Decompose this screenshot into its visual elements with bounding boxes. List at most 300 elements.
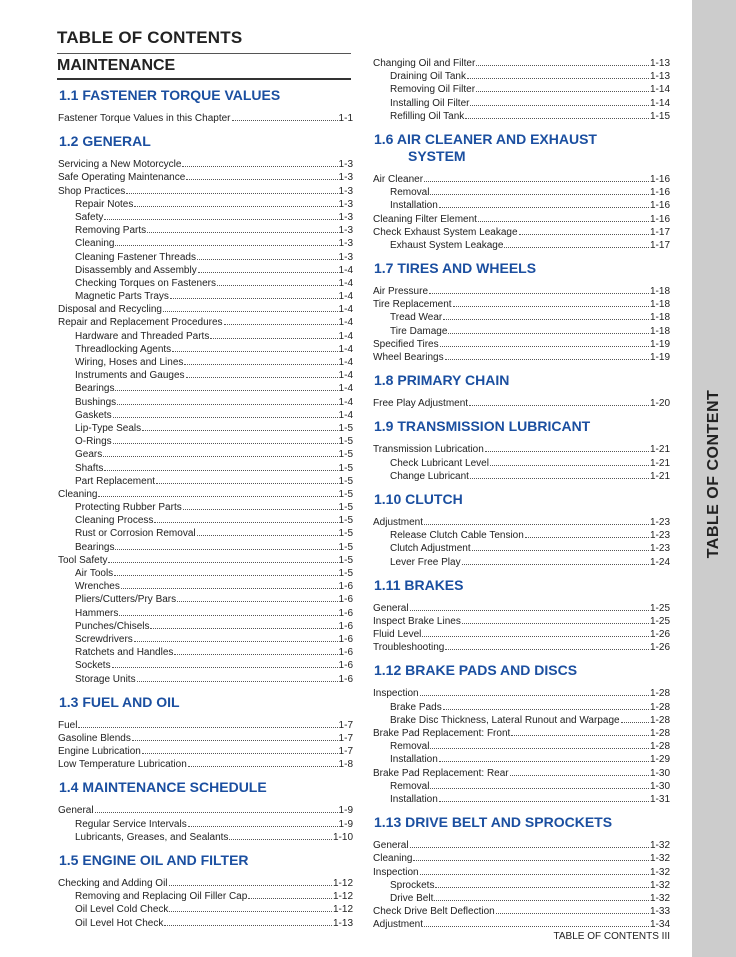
- dot-leader: [95, 804, 338, 813]
- toc-entry-cleaning[interactable]: [373, 852, 670, 865]
- toc-entry-title: Shafts: [75, 462, 104, 474]
- toc-entry-page: 1-16: [649, 200, 670, 212]
- toc-entry-page: 1-26: [649, 629, 670, 641]
- toc-entry-page: 1-28: [649, 701, 670, 713]
- section-heading-text: 1.13 DRIVE BELT AND SPROCKETS: [374, 814, 613, 831]
- toc-entry-page: 1-6: [338, 673, 353, 685]
- toc-entry-title: Gears: [75, 449, 103, 461]
- toc-entry-title: Cleaning Process: [75, 515, 154, 527]
- toc-entry-free-play-adjustment[interactable]: [373, 397, 670, 410]
- toc-entry-page: 1-3: [338, 172, 353, 184]
- toc-entry-page: 1-7: [338, 746, 353, 758]
- toc-entry-title: Disassembly and Assembly: [75, 264, 197, 276]
- toc-entry-page: 1-5: [338, 528, 353, 540]
- toc-entry-adjustment[interactable]: [373, 516, 670, 529]
- toc-entry-specified-tires[interactable]: [373, 338, 670, 351]
- toc-entry-troubleshooting[interactable]: [373, 641, 670, 654]
- toc-entry-page: 1-10: [332, 831, 353, 843]
- dot-leader: [476, 57, 649, 66]
- toc-entry-title: Safe Operating Maintenance: [58, 172, 186, 184]
- dot-leader: [104, 211, 337, 220]
- toc-entry-exhaust-system-leakage[interactable]: [373, 239, 670, 252]
- toc-entry-page: 1-4: [338, 409, 353, 421]
- toc-entry-lever-free-play[interactable]: [373, 556, 670, 569]
- toc-entry-page: 1-28: [649, 714, 670, 726]
- toc-entry-title: General: [58, 805, 94, 817]
- toc-entry-inspection[interactable]: [373, 866, 670, 879]
- toc-entry-title: Pliers/Cutters/Pry Bars: [75, 594, 177, 606]
- toc-entry-page: 1-4: [338, 277, 353, 289]
- toc-entry-disposal-and-recycling[interactable]: [58, 303, 353, 316]
- dot-leader: [472, 542, 649, 551]
- toc-entry-title: Ratchets and Handles: [75, 647, 174, 659]
- toc-entry-wiring-hoses-and-lines[interactable]: [58, 356, 353, 369]
- toc-entry-transmission-lubrication[interactable]: [373, 443, 670, 456]
- toc-entry-title: Wheel Bearings: [373, 352, 444, 363]
- section-heading-text: SYSTEM: [408, 147, 466, 164]
- toc-entry-title: Cleaning: [75, 238, 115, 250]
- toc-entry-title: Bearings: [75, 383, 115, 395]
- toc-entry-page: 1-4: [338, 330, 353, 342]
- dot-leader: [115, 541, 337, 550]
- toc-entry-title: Check Lubricant Level: [390, 457, 489, 469]
- toc-entry-brake-pads[interactable]: [373, 701, 670, 714]
- toc-entry-page: 1-13: [332, 917, 353, 929]
- toc-entry-rust-or-corrosion-removal[interactable]: [58, 527, 353, 540]
- dot-leader: [430, 740, 649, 749]
- toc-entry-title: Checking and Adding Oil: [58, 878, 168, 889]
- dot-leader: [476, 83, 649, 92]
- toc-entry-page: 1-17: [649, 226, 670, 238]
- dot-leader: [424, 173, 649, 182]
- section-heading[interactable]: [59, 133, 353, 150]
- toc-entry-title: Drive Belt: [390, 892, 434, 904]
- section-heading-text: 1.1 FASTENER TORQUE VALUES: [59, 87, 281, 103]
- toc-entry-air-tools[interactable]: [58, 567, 353, 580]
- toc-entry-title: Troubleshooting: [373, 642, 445, 654]
- toc-entry-tool-safety[interactable]: [58, 554, 353, 567]
- toc-entry-title: Rust or Corrosion Removal: [75, 528, 196, 540]
- dot-leader: [188, 758, 338, 767]
- dot-leader: [478, 213, 649, 222]
- dot-leader: [78, 719, 337, 728]
- toc-entry-title: Fuel: [58, 719, 78, 731]
- toc-entry-cleaning-filter-element[interactable]: [373, 213, 670, 226]
- section-heading[interactable]: [374, 491, 670, 508]
- toc-entry-ratchets-and-handles[interactable]: [58, 646, 353, 659]
- toc-entry-general[interactable]: [373, 839, 670, 852]
- toc-entry-safety[interactable]: [58, 211, 353, 224]
- dot-leader: [170, 290, 338, 299]
- toc-entry-regular-service-intervals[interactable]: [58, 818, 353, 831]
- dot-leader: [186, 171, 337, 180]
- toc-entry-title: Shop Practices: [58, 185, 126, 197]
- toc-entry-page: 1-19: [649, 352, 670, 363]
- toc-entry-magnetic-parts-trays[interactable]: [58, 290, 353, 303]
- dot-leader: [448, 325, 649, 334]
- section-heading[interactable]: [59, 694, 353, 711]
- dot-leader: [217, 277, 338, 286]
- section-heading-text: 1.12 BRAKE PADS AND DISCS: [374, 662, 578, 679]
- toc-entry-title: Oil Level Cold Check: [75, 904, 169, 916]
- toc-entry-bushings[interactable]: [58, 396, 353, 409]
- dot-leader: [465, 110, 649, 119]
- dot-leader: [115, 237, 337, 246]
- dot-leader: [511, 727, 649, 736]
- toc-entry-page: 1-28: [649, 741, 670, 753]
- toc-entry-lip-type-seals[interactable]: [58, 422, 353, 435]
- toc-entry-adjustment[interactable]: [373, 918, 670, 931]
- toc-entry-gasoline-blends[interactable]: [58, 732, 353, 745]
- toc-entry-page: 1-3: [338, 159, 353, 171]
- dot-leader: [172, 343, 337, 352]
- toc-entry-title: Free Play Adjustment: [373, 398, 469, 410]
- dot-leader: [164, 917, 332, 926]
- toc-entry-removal[interactable]: [373, 780, 670, 793]
- section-heading[interactable]: [59, 852, 353, 869]
- toc-entry-general[interactable]: [58, 804, 353, 817]
- toc-entry-page: 1-8: [338, 759, 353, 771]
- dot-leader: [210, 330, 337, 339]
- toc-entry-page: 1-30: [649, 767, 670, 779]
- toc-entry-checking-torques-on-fasteners[interactable]: [58, 277, 353, 290]
- toc-entry-title: Hammers: [75, 607, 119, 619]
- toc-entry-title: Sprockets: [390, 879, 435, 891]
- dot-leader: [434, 892, 649, 901]
- toc-entry-refilling-oil-tank[interactable]: [373, 110, 670, 123]
- toc-entry-title: Repair Notes: [75, 198, 134, 210]
- toc-entry-low-temperature-lubrication[interactable]: [58, 758, 353, 771]
- section-heading[interactable]: [374, 662, 670, 679]
- toc-right-column: [373, 57, 670, 931]
- toc-entry-page: 1-12: [332, 904, 353, 916]
- toc-entry-page: 1-5: [338, 568, 353, 579]
- dot-leader: [445, 641, 649, 650]
- toc-entry-title: Transmission Lubrication: [373, 444, 484, 456]
- dot-leader: [410, 839, 649, 848]
- toc-entry-page: 1-18: [649, 286, 670, 298]
- toc-entry-title: Removal: [390, 741, 430, 753]
- toc-entry-disassembly-and-assembly[interactable]: [58, 264, 353, 277]
- section-heading-text: 1.4 MAINTENANCE SCHEDULE: [59, 779, 267, 796]
- dot-leader: [420, 866, 649, 875]
- dot-leader: [169, 877, 332, 886]
- toc-entry-title: Gaskets: [75, 409, 112, 421]
- toc-entry-page: 1-9: [338, 818, 353, 830]
- toc-entry-punches-chisels[interactable]: [58, 620, 353, 633]
- toc-entry-title: Tread Wear: [390, 312, 443, 324]
- toc-entry-instruments-and-gauges[interactable]: [58, 369, 353, 382]
- chapter-divider: [57, 78, 351, 80]
- toc-entry-page: 1-5: [338, 422, 353, 434]
- toc-entry-check-lubricant-level[interactable]: [373, 457, 670, 470]
- dot-leader: [413, 852, 649, 861]
- toc-entry-title: Installing Oil Filter: [390, 97, 470, 109]
- section-heading[interactable]: [374, 260, 670, 277]
- toc-entry-title: Tire Replacement: [373, 299, 452, 311]
- toc-entry-page: 1-13: [649, 71, 670, 83]
- toc-entry-title: Adjustment: [373, 919, 424, 931]
- toc-entry-checking-and-adding-oil[interactable]: [58, 877, 353, 890]
- toc-entry-sockets[interactable]: [58, 659, 353, 672]
- toc-entry-removal[interactable]: [373, 740, 670, 753]
- toc-entry-installing-oil-filter[interactable]: [373, 97, 670, 110]
- toc-entry-tread-wear[interactable]: [373, 311, 670, 324]
- toc-entry-page: 1-5: [338, 488, 353, 500]
- toc-entry-title: Brake Pad Replacement: Front: [373, 728, 511, 739]
- dot-leader: [443, 311, 649, 320]
- toc-entry-screwdrivers[interactable]: [58, 633, 353, 646]
- dot-leader: [115, 382, 337, 391]
- section-heading-text: 1.11 BRAKES: [374, 576, 464, 593]
- toc-entry-threadlocking-agents[interactable]: [58, 343, 353, 356]
- dot-leader: [134, 633, 338, 642]
- dot-leader: [232, 112, 338, 121]
- toc-entry-page: 1-6: [338, 647, 353, 659]
- section-heading-text: 1.10 CLUTCH: [374, 490, 463, 507]
- toc-entry-title: Changing Oil and Filter: [373, 58, 476, 69]
- toc-entry-change-lubricant[interactable]: [373, 470, 670, 483]
- toc-entry-draining-oil-tank[interactable]: [373, 70, 670, 83]
- toc-entry-shop-practices[interactable]: [58, 185, 353, 198]
- toc-entry-page: 1-13: [649, 58, 670, 69]
- toc-entry-page: 1-1: [338, 113, 353, 124]
- toc-entry-release-clutch-cable-tension[interactable]: [373, 529, 670, 542]
- toc-entry-page: 1-26: [649, 642, 670, 654]
- section-heading[interactable]: [374, 814, 670, 831]
- toc-entry-page: 1-4: [338, 396, 353, 408]
- toc-entry-page: 1-5: [338, 554, 353, 566]
- toc-entry-page: 1-3: [338, 238, 353, 250]
- toc-entry-page: 1-4: [338, 343, 353, 355]
- toc-entry-title: Inspection: [373, 866, 419, 878]
- toc-entry-tire-damage[interactable]: [373, 325, 670, 338]
- toc-entry-oil-level-hot-check[interactable]: [58, 917, 353, 930]
- toc-entry-title: Lever Free Play: [390, 556, 461, 568]
- toc-entry-air-pressure[interactable]: [373, 285, 670, 298]
- toc-entry-fluid-level[interactable]: [373, 628, 670, 641]
- toc-entry-oil-level-cold-check[interactable]: [58, 903, 353, 916]
- toc-entry-page: 1-5: [338, 502, 353, 514]
- dot-leader: [470, 97, 649, 106]
- toc-entry-protecting-rubber-parts[interactable]: [58, 501, 353, 514]
- toc-entry-title: Lubricants, Greases, and Sealants: [75, 831, 229, 843]
- toc-entry-drive-belt[interactable]: [373, 892, 670, 905]
- toc-entry-cleaning-process[interactable]: [58, 514, 353, 527]
- dot-leader: [490, 457, 649, 466]
- toc-entry-clutch-adjustment[interactable]: [373, 542, 670, 555]
- toc-entry-title: Brake Disc Thickness, Lateral Runout and Warpage: [390, 714, 620, 726]
- toc-entry-title: Hardware and Threaded Parts: [75, 330, 210, 342]
- toc-entry-title: Instruments and Gauges: [75, 370, 185, 382]
- toc-entry-title: Safety: [75, 211, 104, 223]
- toc-entry-removing-oil-filter[interactable]: [373, 83, 670, 96]
- toc-entry-pliers-cutters-pry-bars[interactable]: [58, 593, 353, 606]
- section-heading[interactable]: [374, 372, 670, 389]
- toc-entry-title: Magnetic Parts Trays: [75, 291, 169, 303]
- dot-leader: [519, 226, 649, 235]
- toc-entry-title: Bushings: [75, 396, 117, 408]
- toc-entry-cleaning[interactable]: [58, 237, 353, 250]
- section-heading-text: 1.5 ENGINE OIL AND FILTER: [59, 852, 249, 868]
- toc-entry-title: Clutch Adjustment: [390, 543, 471, 555]
- section-heading[interactable]: [374, 418, 670, 435]
- section-heading[interactable]: [374, 131, 670, 165]
- section-heading[interactable]: [374, 577, 670, 594]
- toc-entry-shafts[interactable]: [58, 462, 353, 475]
- toc-entry-title: Draining Oil Tank: [390, 71, 466, 83]
- toc-left-column: [58, 87, 353, 930]
- toc-entry-title: Air Cleaner: [373, 173, 424, 185]
- toc-entry-title: Wiring, Hoses and Lines: [75, 357, 184, 368]
- toc-entry-page: 1-19: [649, 338, 670, 350]
- toc-entry-wrenches[interactable]: [58, 580, 353, 593]
- dot-leader: [445, 351, 649, 360]
- dot-leader: [198, 264, 338, 273]
- toc-entry-title: Exhaust System Leakage: [390, 239, 504, 251]
- toc-entry-installation[interactable]: [373, 199, 670, 212]
- dot-leader: [197, 527, 338, 536]
- dot-leader: [510, 767, 649, 776]
- toc-entry-title: Removal: [390, 780, 430, 792]
- toc-entry-safe-operating-maintenance[interactable]: [58, 171, 353, 184]
- section-heading-text: 1.9 TRANSMISSION LUBRICANT: [374, 418, 591, 435]
- toc-entry-repair-and-replacement-procedures[interactable]: [58, 316, 353, 329]
- toc-entry-title: Refilling Oil Tank: [390, 110, 465, 122]
- toc-entry-gears[interactable]: [58, 448, 353, 461]
- toc-entry-lubricants-greases-and-sealants[interactable]: [58, 831, 353, 844]
- dot-leader: [183, 501, 338, 510]
- toc-entry-title: Checking Torques on Fasteners: [75, 277, 217, 289]
- toc-entry-title: Cleaning Fastener Threads: [75, 251, 196, 263]
- dot-leader: [453, 298, 649, 307]
- toc-entry-removing-parts[interactable]: [58, 224, 353, 237]
- toc-entry-title: Installation: [390, 200, 438, 212]
- toc-entry-general[interactable]: [373, 602, 670, 615]
- toc-entry-page: 1-18: [649, 299, 670, 311]
- section-heading[interactable]: [59, 87, 353, 104]
- toc-entry-page: 1-6: [338, 607, 353, 619]
- dot-leader: [126, 185, 337, 194]
- toc-entry-page: 1-15: [649, 110, 670, 122]
- dot-leader: [424, 516, 649, 525]
- toc-entry-changing-oil-and-filter[interactable]: [373, 57, 670, 70]
- toc-entry-inspection[interactable]: [373, 687, 670, 700]
- toc-entry-page: 1-16: [649, 187, 670, 199]
- section-heading[interactable]: [59, 779, 353, 796]
- toc-entry-page: 1-5: [338, 436, 353, 448]
- toc-entry-page: 1-14: [649, 97, 670, 109]
- toc-entry-title: Removing Oil Filter: [390, 84, 476, 96]
- toc-entry-page: 1-3: [338, 251, 353, 263]
- toc-entry-fastener-torque-values-in-this-chapter[interactable]: [58, 112, 353, 125]
- toc-entry-check-exhaust-system-leakage[interactable]: [373, 226, 670, 239]
- dot-leader: [132, 732, 338, 741]
- toc-entry-hardware-and-threaded-parts[interactable]: [58, 330, 353, 343]
- toc-entry-removal[interactable]: [373, 186, 670, 199]
- toc-entry-title: Bearings: [75, 541, 115, 553]
- toc-entry-servicing-a-new-motorcycle[interactable]: [58, 158, 353, 171]
- dot-leader: [113, 409, 338, 418]
- toc-entry-brake-disc-thickness-lateral-runout-and-warpage[interactable]: [373, 714, 670, 727]
- toc-entry-title: Engine Lubrication: [58, 746, 141, 758]
- toc-entry-installation[interactable]: [373, 793, 670, 806]
- toc-entry-page: 1-4: [338, 370, 353, 382]
- toc-entry-removing-and-replacing-oil-filler-cap[interactable]: [58, 890, 353, 903]
- toc-entry-installation[interactable]: [373, 753, 670, 766]
- toc-entry-inspect-brake-lines[interactable]: [373, 615, 670, 628]
- toc-entry-part-replacement[interactable]: [58, 475, 353, 488]
- dot-leader: [114, 567, 337, 576]
- toc-entry-page: 1-9: [338, 805, 353, 817]
- dot-leader: [229, 831, 332, 840]
- toc-entry-title: Removal: [390, 187, 430, 199]
- toc-entry-cleaning[interactable]: [58, 488, 353, 501]
- toc-entry-fuel[interactable]: [58, 719, 353, 732]
- toc-entry-brake-pad-replacement-front[interactable]: [373, 727, 670, 740]
- toc-entry-page: 1-21: [649, 457, 670, 469]
- toc-entry-sprockets[interactable]: [373, 879, 670, 892]
- toc-entry-title: General: [373, 840, 409, 852]
- toc-entry-storage-units[interactable]: [58, 673, 353, 686]
- toc-entry-o-rings[interactable]: [58, 435, 353, 448]
- dot-leader: [224, 316, 338, 325]
- toc-entry-page: 1-28: [649, 688, 670, 700]
- toc-entry-gaskets[interactable]: [58, 409, 353, 422]
- toc-entry-page: 1-5: [338, 462, 353, 474]
- toc-entry-cleaning-fastener-threads[interactable]: [58, 251, 353, 264]
- toc-entry-page: 1-18: [649, 312, 670, 324]
- toc-entry-check-drive-belt-deflection[interactable]: [373, 905, 670, 918]
- toc-entry-page: 1-14: [649, 84, 670, 96]
- toc-entry-page: 1-16: [649, 213, 670, 225]
- toc-entry-air-cleaner[interactable]: [373, 173, 670, 186]
- toc-entry-title: Punches/Chisels: [75, 620, 150, 632]
- toc-entry-bearings[interactable]: [58, 382, 353, 395]
- toc-entry-title: Repair and Replacement Procedures: [58, 317, 223, 329]
- dot-leader: [174, 646, 337, 655]
- toc-entry-page: 1-23: [649, 516, 670, 528]
- toc-entry-tire-replacement[interactable]: [373, 298, 670, 311]
- toc-entry-title: Brake Pad Replacement: Rear: [373, 767, 509, 779]
- dot-leader: [439, 793, 649, 802]
- toc-entry-wheel-bearings[interactable]: [373, 351, 670, 364]
- toc-entry-hammers[interactable]: [58, 607, 353, 620]
- dot-leader: [104, 462, 337, 471]
- dot-leader: [98, 488, 337, 497]
- toc-entry-brake-pad-replacement-rear[interactable]: [373, 767, 670, 780]
- dot-leader: [462, 615, 649, 624]
- toc-entry-page: 1-23: [649, 530, 670, 542]
- dot-leader: [137, 673, 338, 682]
- dot-leader: [485, 443, 649, 452]
- toc-entry-page: 1-18: [649, 325, 670, 337]
- toc-entry-repair-notes[interactable]: [58, 198, 353, 211]
- dot-leader: [112, 659, 338, 668]
- toc-entry-bearings[interactable]: [58, 541, 353, 554]
- toc-entry-page: 1-23: [649, 543, 670, 555]
- toc-entry-engine-lubrication[interactable]: [58, 745, 353, 758]
- toc-entry-title: Threadlocking Agents: [75, 343, 172, 355]
- toc-entry-page: 1-32: [649, 892, 670, 904]
- toc-entry-title: Removing and Replacing Oil Filler Cap: [75, 891, 248, 903]
- toc-entry-title: Wrenches: [75, 581, 120, 593]
- toc-entry-page: 1-12: [332, 878, 353, 889]
- toc-entry-page: 1-25: [649, 615, 670, 627]
- toc-entry-page: 1-4: [338, 317, 353, 329]
- dot-leader: [182, 158, 337, 167]
- dot-leader: [443, 701, 649, 710]
